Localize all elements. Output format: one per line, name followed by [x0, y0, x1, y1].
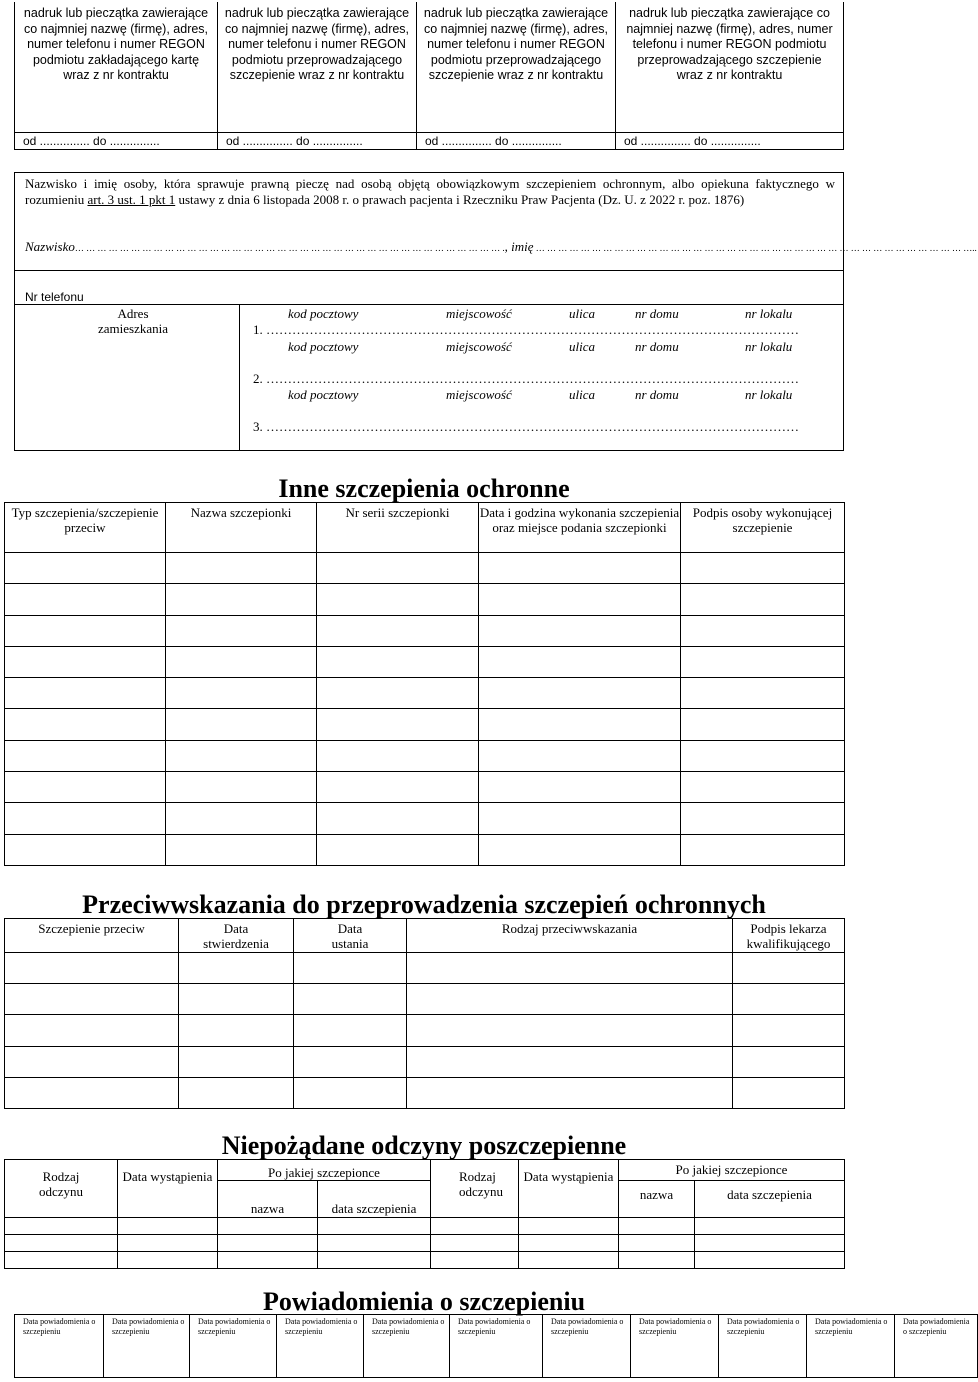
contraindications-table — [4, 918, 845, 1109]
notification-cell[interactable]: Data powiadomienia o szczepieniu — [190, 1315, 277, 1378]
notification-cell[interactable]: Data powiadomienia o szczepieniu — [277, 1315, 364, 1378]
table-cell[interactable] — [407, 984, 733, 1015]
table-cell[interactable] — [619, 1235, 695, 1252]
stamp-range: od ............... do ............... — [616, 132, 844, 150]
notification-cell[interactable]: Data powiadomienia o szczepieniu — [15, 1315, 104, 1378]
table-cell[interactable] — [519, 1218, 619, 1235]
address-row-3: kod pocztowy miejscowość ulica nr domu nr lokalu 3. …………………………………………………………………………………………………………… — [240, 387, 843, 447]
separator — [15, 270, 843, 271]
table-row — [5, 1077, 845, 1108]
stamp-table — [14, 2, 844, 150]
table-cell[interactable] — [118, 1218, 218, 1235]
table-cell[interactable] — [179, 1015, 294, 1046]
surname-line[interactable]: Nazwisko… … … … … … … … … … … … … … … … … … … … … … … … … … … … … … … … … … … … … … ., imię … … … … … … … … … … … … … … … … … … … … … … … … … … … … … … … … … … … … … … ….. — [25, 239, 977, 254]
table-cell[interactable] — [317, 553, 479, 584]
table-cell[interactable] — [479, 584, 681, 615]
col-header: Data i godzina wykonania szczepienia oraz miejsce podania szczepionki — [479, 503, 681, 553]
table-cell[interactable] — [118, 1235, 218, 1252]
table-row — [5, 615, 845, 646]
table-cell[interactable] — [166, 615, 317, 646]
col-header: Nr serii szczepionki — [317, 503, 479, 553]
table-cell[interactable] — [294, 1077, 407, 1108]
table-cell[interactable] — [681, 709, 845, 740]
table-cell[interactable] — [166, 584, 317, 615]
table-cell[interactable] — [681, 615, 845, 646]
table-cell[interactable] — [431, 1218, 519, 1235]
notification-cell[interactable]: Data powiadomienia o szczepieniu — [543, 1315, 631, 1378]
stamp-box: nadruk lub pieczątka zawierające co najmniej nazwę (firmę), adres, numer telefonu i numer REGON podmiotu zakładającego kartę wraz z nr kontraktu — [15, 2, 218, 132]
col-header: Data stwierdzenia — [179, 919, 294, 953]
table-cell[interactable] — [179, 953, 294, 984]
col-header: Data ustania — [294, 919, 407, 953]
table-cell[interactable] — [317, 834, 479, 865]
table-cell[interactable] — [294, 953, 407, 984]
address-label: Adres zamieszkania — [97, 306, 168, 336]
table-cell[interactable] — [317, 678, 479, 709]
table-cell[interactable] — [294, 1015, 407, 1046]
phone-label[interactable]: Nr telefonu — [25, 290, 84, 304]
table-cell[interactable] — [619, 1218, 695, 1235]
address-row-2: kod pocztowy miejscowość ulica nr domu nr lokalu 2. …………………………………………………………………………………………………………… — [240, 339, 843, 389]
section-title-other-vaccinations: Inne szczepienia ochronne — [278, 474, 570, 503]
table-row — [5, 984, 845, 1015]
table-cell[interactable] — [479, 553, 681, 584]
table-row — [5, 553, 845, 584]
table-cell[interactable] — [318, 1218, 431, 1235]
table-row — [5, 740, 845, 771]
table-row — [5, 709, 845, 740]
notification-cell[interactable]: Data powiadomienia o szczepieniu — [631, 1315, 719, 1378]
table-row — [5, 678, 845, 709]
table-cell[interactable] — [479, 678, 681, 709]
table-cell[interactable] — [479, 740, 681, 771]
table-cell[interactable] — [431, 1252, 519, 1269]
separator — [15, 304, 843, 305]
table-cell[interactable] — [479, 615, 681, 646]
table-cell[interactable] — [5, 772, 166, 803]
table-cell[interactable] — [5, 1235, 118, 1252]
table-cell[interactable] — [218, 1235, 318, 1252]
table-cell[interactable] — [5, 953, 179, 984]
table-cell[interactable] — [733, 984, 845, 1015]
col-header: data szczepienia — [318, 1181, 431, 1218]
stamp-range: od ............... do ............... — [218, 132, 417, 150]
table-cell[interactable] — [407, 953, 733, 984]
notification-cell[interactable]: Data powiadomienia o szczepieniu — [364, 1315, 450, 1378]
table-row — [5, 646, 845, 677]
table-cell[interactable] — [166, 740, 317, 771]
table-cell[interactable] — [407, 1077, 733, 1108]
table-cell[interactable] — [118, 1252, 218, 1269]
notification-cell[interactable]: Data powiadomienia o szczepieniu — [895, 1315, 978, 1378]
table-cell[interactable] — [317, 772, 479, 803]
table-cell[interactable] — [695, 1252, 845, 1269]
table-cell[interactable] — [166, 678, 317, 709]
table-cell[interactable] — [179, 1046, 294, 1077]
stamp-section — [14, 2, 844, 150]
table-cell[interactable] — [5, 740, 166, 771]
col-header: Typ szczepienia/szczepienie przeciw — [5, 503, 166, 553]
address-line-2[interactable]: 2. …………………………………………………………………………………………………………… — [253, 371, 799, 386]
table-row — [5, 834, 845, 865]
guardian-section — [14, 172, 977, 451]
col-header: nazwa — [619, 1181, 695, 1218]
section-title-contraindications: Przeciwwskazania do przeprowadzenia szczepień ochronnych — [82, 890, 766, 919]
col-header: Po jakiej szczepionce — [619, 1160, 845, 1181]
stamp-box: nadruk lub pieczątka zawierające co najmniej nazwę (firmę), adres, numer telefonu i numer REGON podmiotu przeprowadzającego szczepienie wraz z nr kontraktu — [616, 2, 844, 132]
table-cell[interactable] — [5, 803, 166, 834]
table-cell[interactable] — [681, 678, 845, 709]
table-cell[interactable] — [519, 1252, 619, 1269]
table-cell[interactable] — [733, 1046, 845, 1077]
table-cell[interactable] — [519, 1235, 619, 1252]
table-cell[interactable] — [695, 1218, 845, 1235]
col-header: Rodzaj przeciwwskazania — [407, 919, 733, 953]
notifications-table — [14, 1314, 978, 1378]
table-cell[interactable] — [681, 772, 845, 803]
col-header: Po jakiej szczepionce — [218, 1160, 431, 1181]
table-cell[interactable] — [318, 1235, 431, 1252]
table-row — [5, 1015, 845, 1046]
table-cell[interactable] — [681, 834, 845, 865]
table-cell[interactable] — [5, 834, 166, 865]
table-cell[interactable] — [317, 740, 479, 771]
table-row — [5, 584, 845, 615]
table-cell[interactable] — [681, 803, 845, 834]
table-cell[interactable] — [294, 1046, 407, 1077]
table-cell[interactable] — [479, 834, 681, 865]
stamp-range: od ............... do ............... — [15, 132, 218, 150]
table-cell[interactable] — [5, 584, 166, 615]
table-cell[interactable] — [5, 1077, 179, 1108]
table-cell[interactable] — [166, 709, 317, 740]
col-header: Rodzaj odczynu — [431, 1160, 519, 1218]
table-cell[interactable] — [5, 709, 166, 740]
table-cell[interactable] — [619, 1252, 695, 1269]
table-cell[interactable] — [5, 553, 166, 584]
table-cell[interactable] — [479, 709, 681, 740]
table-cell[interactable] — [317, 646, 479, 677]
table-row — [5, 803, 845, 834]
table-cell[interactable] — [5, 1252, 118, 1269]
table-cell[interactable] — [479, 803, 681, 834]
table-cell[interactable] — [317, 584, 479, 615]
table-cell[interactable] — [166, 646, 317, 677]
table-cell[interactable] — [733, 1015, 845, 1046]
table-row — [5, 1218, 845, 1235]
table-cell[interactable] — [166, 803, 317, 834]
table-cell[interactable] — [407, 1015, 733, 1046]
address-line-1[interactable]: 1. …………………………………………………………………………………………………………… — [253, 322, 799, 337]
address-line-3[interactable]: 3. …………………………………………………………………………………………………………… — [253, 419, 799, 434]
table-cell[interactable] — [5, 1015, 179, 1046]
adverse-table — [4, 1159, 845, 1269]
table-cell[interactable] — [695, 1235, 845, 1252]
table-row — [5, 953, 845, 984]
stamp-range: od ............... do ............... — [417, 132, 616, 150]
table-cell[interactable] — [179, 984, 294, 1015]
col-header: data szczepienia — [695, 1181, 845, 1218]
table-cell[interactable] — [318, 1252, 431, 1269]
section-title-adverse: Niepożądane odczyny poszczepienne — [221, 1131, 627, 1160]
col-header: Szczepienie przeciw — [5, 919, 179, 953]
col-header: Data wystąpienia — [118, 1160, 218, 1218]
table-cell[interactable] — [681, 584, 845, 615]
table-cell[interactable] — [733, 1077, 845, 1108]
table-cell[interactable] — [166, 834, 317, 865]
table-cell[interactable] — [317, 709, 479, 740]
table-cell[interactable] — [5, 615, 166, 646]
table-cell[interactable] — [407, 1046, 733, 1077]
table-cell[interactable] — [5, 646, 166, 677]
notification-cell[interactable]: Data powiadomienia o szczepieniu — [807, 1315, 895, 1378]
table-cell[interactable] — [431, 1235, 519, 1252]
notification-cell[interactable]: Data powiadomienia o szczepieniu — [450, 1315, 543, 1378]
col-header: Data wystąpienia — [519, 1160, 619, 1218]
table-row — [5, 1046, 845, 1077]
table-cell[interactable] — [5, 984, 179, 1015]
other-vaccinations-table — [4, 502, 845, 866]
col-header: Podpis osoby wykonującej szczepienie — [681, 503, 845, 553]
col-header: nazwa — [218, 1181, 318, 1218]
table-cell[interactable] — [166, 772, 317, 803]
table-cell[interactable] — [317, 803, 479, 834]
col-header: Rodzaj odczynu — [5, 1160, 118, 1218]
table-cell[interactable] — [681, 646, 845, 677]
table-cell[interactable] — [218, 1252, 318, 1269]
table-row — [5, 1252, 845, 1269]
table-cell[interactable] — [294, 984, 407, 1015]
table-cell[interactable] — [5, 1218, 118, 1235]
table-cell[interactable] — [479, 646, 681, 677]
stamp-box: nadruk lub pieczątka zawierające co najmniej nazwę (firmę), adres, numer telefonu i numer REGON podmiotu przeprowadzającego szczepienie wraz z nr kontraktu — [218, 2, 417, 132]
table-cell[interactable] — [681, 553, 845, 584]
table-cell[interactable] — [5, 678, 166, 709]
table-row — [5, 772, 845, 803]
guardian-intro: Nazwisko i imię osoby, która sprawuje prawną pieczę nad osobą objętą obowiązkowym szczepieniem ochronnym, albo opiekuna faktycznego w rozumieniu art. 3 ust. 1 pkt 1 ustawy z dnia 6 listopada 2008 r. o prawach pacjenta i Rzeczniku Praw Pacjenta (Dz. U. z 2022 r. poz. 1876) — [25, 176, 835, 207]
address-row-1: kod pocztowy miejscowość ulica nr domu nr lokalu 1. …………………………………………………………………………………………………………… — [240, 306, 843, 350]
table-row — [5, 1235, 845, 1252]
section-title-notifications: Powiadomienia o szczepieniu — [262, 1287, 586, 1316]
table-cell[interactable] — [733, 953, 845, 984]
col-header: Podpis lekarza kwalifikującego — [733, 919, 845, 953]
col-header: Nazwa szczepionki — [166, 503, 317, 553]
table-cell[interactable] — [179, 1077, 294, 1108]
table-cell[interactable] — [479, 772, 681, 803]
table-cell[interactable] — [681, 740, 845, 771]
table-cell[interactable] — [218, 1218, 318, 1235]
stamp-box: nadruk lub pieczątka zawierające co najmniej nazwę (firmę), adres, numer telefonu i numer REGON podmiotu przeprowadzającego szczepienie wraz z nr kontraktu — [417, 2, 616, 132]
notification-cell[interactable]: Data powiadomienia o szczepieniu — [719, 1315, 807, 1378]
table-cell[interactable] — [317, 615, 479, 646]
table-cell[interactable] — [166, 553, 317, 584]
table-cell[interactable] — [5, 1046, 179, 1077]
notification-cell[interactable]: Data powiadomienia o szczepieniu — [104, 1315, 190, 1378]
